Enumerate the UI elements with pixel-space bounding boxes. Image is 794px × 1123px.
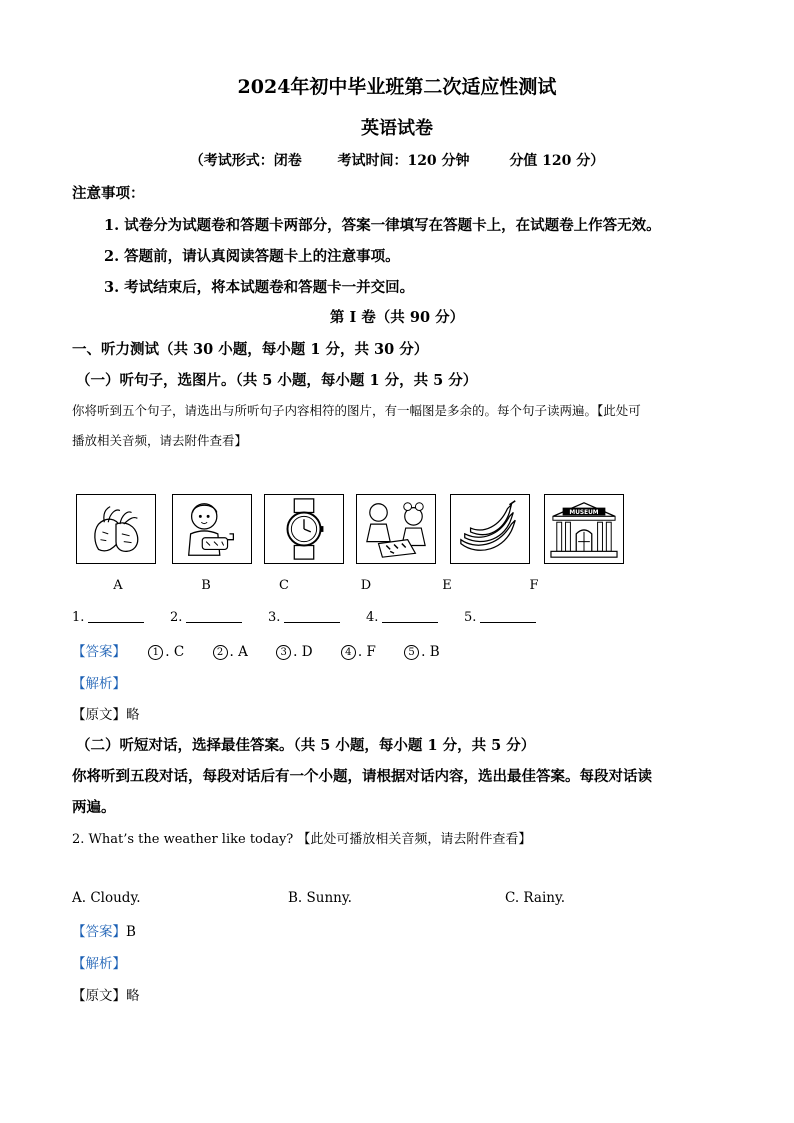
part2-analysis-label: 【解析】 xyxy=(72,956,126,972)
notice-heading: 注意事项： xyxy=(72,185,145,202)
answer-4: 4 . F xyxy=(341,644,376,660)
museum-sign: MUSEUM xyxy=(569,509,599,516)
children-playing-chess-icon xyxy=(357,495,435,563)
answer-5: 5 . B xyxy=(404,644,440,660)
picture-letter-e: E xyxy=(442,578,452,593)
part1-instruction-line2: 播放相关音频，请去附件查看】 xyxy=(72,433,248,448)
document-subtitle: 英语试卷 xyxy=(361,118,433,139)
part1-original: 【原文】略 xyxy=(72,707,140,723)
notice-item-1: 1. 试卷分为试题卷和答题卡两部分，答案一律填写在答题卡上，在试题卷上作答无效。 xyxy=(104,217,661,234)
exam-info xyxy=(0,150,794,170)
document-title: 2024年初中毕业班第二次适应性测试 xyxy=(237,76,557,98)
picture-letter-a: A xyxy=(113,578,123,593)
picture-b-boy xyxy=(172,494,252,564)
part1-instruction-line1: 你将听到五个句子，请选出与所听句子内容相符的图片，有一幅图是多余的。每个句子读两遍。【此处可 xyxy=(72,403,641,418)
answer-1: 1 . C xyxy=(148,644,184,660)
boy-washing-hands-icon xyxy=(173,495,251,563)
picture-e-bananas xyxy=(450,494,530,564)
museum-icon xyxy=(545,495,623,563)
answer-label: 【答案】 xyxy=(72,644,126,660)
section1-heading: 一、听力测试（共 30 小题，每小题 1 分，共 30 分） xyxy=(72,341,429,358)
volume-title: 第 I 卷（共 90 分） xyxy=(329,309,465,326)
part1-heading: （一）听句子，选图片。（共 5 小题，每小题 1 分，共 5 分） xyxy=(76,372,478,389)
notice-item-2: 2. 答题前，请认真阅读答题卡上的注意事项。 xyxy=(104,248,400,265)
picture-a-carrot xyxy=(76,494,156,564)
exam-form: （考试形式：闭卷 xyxy=(189,153,302,169)
blank-line[interactable] xyxy=(88,610,144,623)
answer-label: 【答案】 xyxy=(72,924,126,940)
blank-line[interactable] xyxy=(186,610,242,623)
blank-5: 5. xyxy=(464,610,536,625)
answer-3: 3 . D xyxy=(276,644,312,660)
part2-heading: （二）听短对话，选择最佳答案。（共 5 小题，每小题 1 分，共 5 分） xyxy=(76,737,536,754)
part2-instruction-line2: 两遍。 xyxy=(72,799,116,816)
picture-letter-f: F xyxy=(529,578,539,593)
option-a[interactable]: A. Cloudy. xyxy=(72,890,141,906)
answer-2: 2 . A xyxy=(213,644,248,660)
bananas-icon xyxy=(451,495,529,563)
answer-value: B xyxy=(126,924,136,940)
blank-1: 1. xyxy=(72,610,144,625)
part1-analysis-label: 【解析】 xyxy=(72,676,126,692)
picture-c-watch xyxy=(264,494,344,564)
picture-letter-b: B xyxy=(201,578,211,593)
blank-line[interactable] xyxy=(382,610,438,623)
blank-line[interactable] xyxy=(284,610,340,623)
exam-time: 考试时间：120 分钟 xyxy=(337,153,470,169)
picture-letter-d: D xyxy=(360,578,372,593)
picture-d-children xyxy=(356,494,436,564)
part2-original: 【原文】略 xyxy=(72,988,140,1004)
part2-instruction-line1: 你将听到五段对话，每段对话后有一个小题，请根据对话内容，选出最佳答案。每段对话读 xyxy=(72,768,652,785)
exam-score: 分值 120 分） xyxy=(509,153,605,169)
blank-4: 4. xyxy=(366,610,438,625)
watch-icon xyxy=(265,495,343,563)
blank-2: 2. xyxy=(170,610,242,625)
picture-letter-c: C xyxy=(279,578,289,593)
part1-answer-row xyxy=(72,640,464,660)
carrot-icon xyxy=(77,495,155,563)
notice-item-3: 3. 考试结束后，将本试题卷和答题卡一并交回。 xyxy=(104,279,415,296)
option-b[interactable]: B. Sunny. xyxy=(288,890,352,906)
blank-3: 3. xyxy=(268,610,340,625)
part2-answer-row xyxy=(72,920,136,940)
blank-line[interactable] xyxy=(480,610,536,623)
question-2: 2. What’s the weather like today? 【此处可播放相关音频，请去附件查看】 xyxy=(72,832,532,847)
option-c[interactable]: C. Rainy. xyxy=(505,890,566,906)
picture-f-museum xyxy=(544,494,624,564)
